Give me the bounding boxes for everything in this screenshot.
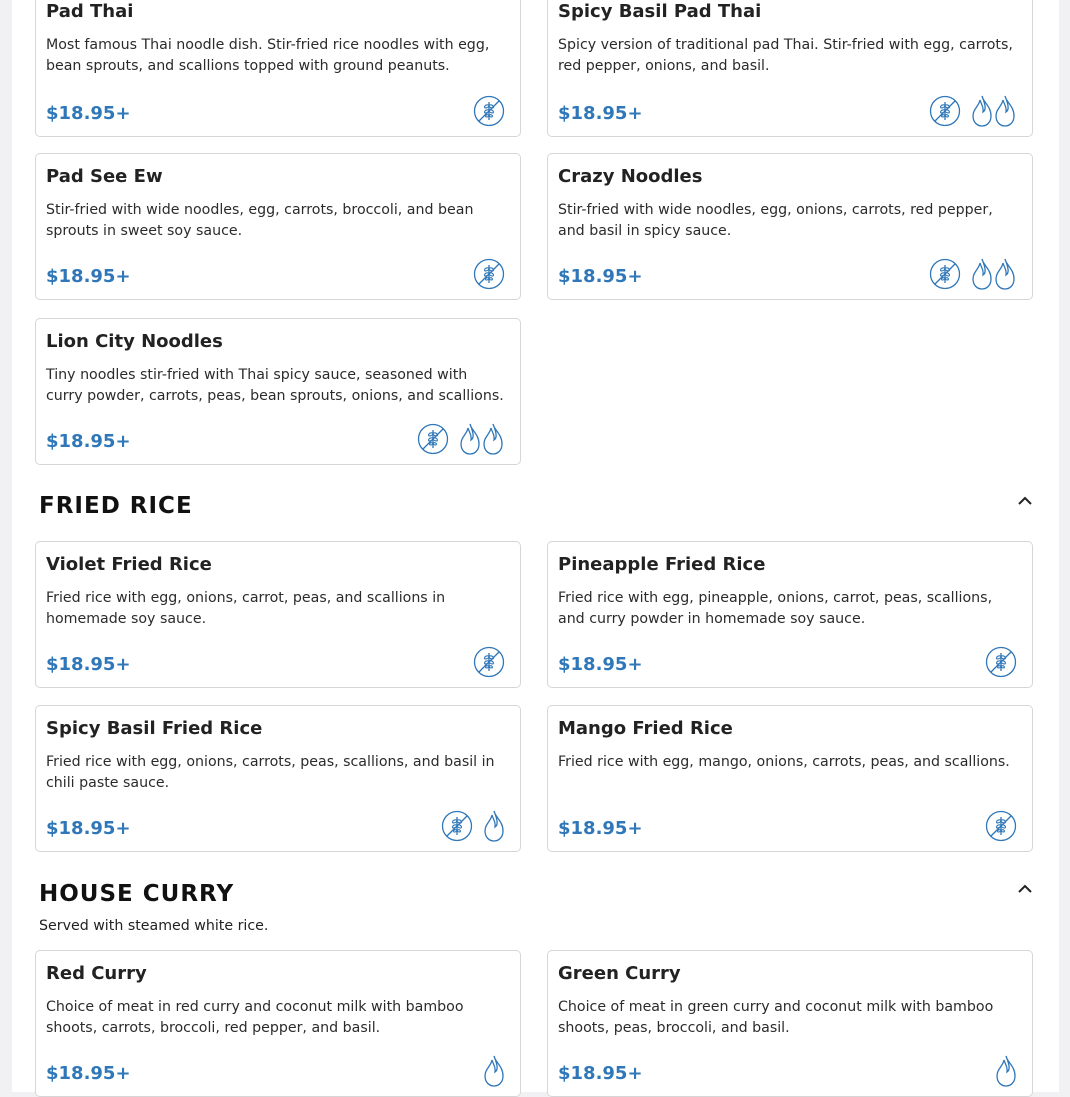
item-name: Violet Fried Rice — [46, 554, 212, 575]
menu-item-card[interactable] — [547, 705, 1033, 852]
item-icons — [417, 422, 505, 456]
item-name: Spicy Basil Pad Thai — [558, 1, 762, 22]
item-icons — [929, 94, 1017, 128]
item-icons — [995, 1054, 1017, 1088]
item-name: Green Curry — [558, 963, 681, 984]
spicy-level-1-icon — [995, 1054, 1017, 1088]
item-name: Mango Fried Rice — [558, 718, 733, 739]
item-description: Fried rice with egg, onions, carrots, peas, scallions, and basil in chili paste sauce. — [46, 754, 495, 791]
item-icons — [473, 645, 505, 679]
item-icons — [929, 257, 1017, 291]
item-name: Pad See Ew — [46, 166, 163, 187]
gluten-free-icon — [441, 810, 473, 842]
gluten-free-icon — [929, 258, 961, 290]
item-icons — [985, 645, 1017, 679]
spicy-level-2-icon — [971, 94, 1017, 128]
gluten-free-icon — [985, 810, 1017, 842]
section-note: Served with steamed white rice. — [39, 918, 269, 934]
item-icons — [473, 257, 505, 291]
item-description: Most famous Thai noodle dish. Stir-fried rice noodles with egg, bean sprouts, and scallions topped with ground peanuts. — [46, 37, 490, 74]
item-price: $18.95+ — [558, 103, 643, 124]
item-name: Pineapple Fried Rice — [558, 554, 766, 575]
item-description: Fried rice with egg, mango, onions, carrots, peas, and scallions. — [558, 754, 1010, 770]
item-description: Choice of meat in green curry and coconut milk with bamboo shoots, peas, broccoli, and basil. — [558, 999, 994, 1036]
menu-item-card[interactable] — [35, 541, 521, 688]
item-icons — [441, 809, 505, 843]
chevron-up-icon[interactable] — [1017, 492, 1033, 508]
item-price: $18.95+ — [46, 818, 131, 839]
menu-item-card[interactable] — [547, 541, 1033, 688]
gluten-free-icon — [473, 258, 505, 290]
section-title-house-curry: HOUSE CURRY — [39, 881, 235, 907]
menu-item-card[interactable] — [35, 153, 521, 300]
item-price: $18.95+ — [558, 654, 643, 675]
item-description: Fried rice with egg, onions, carrot, peas, and scallions in homemade soy sauce. — [46, 590, 446, 627]
item-description: Spicy version of traditional pad Thai. Stir-fried with egg, carrots, red pepper, onions, and basil. — [558, 37, 1013, 74]
menu-item-card[interactable] — [35, 705, 521, 852]
menu-item-card[interactable] — [35, 0, 521, 137]
item-description: Stir-fried with wide noodles, egg, onions, carrots, red pepper, and basil in spicy sauce. — [558, 202, 993, 239]
item-price: $18.95+ — [558, 1063, 643, 1084]
item-price: $18.95+ — [46, 431, 131, 452]
spicy-level-1-icon — [483, 809, 505, 843]
item-description: Fried rice with egg, pineapple, onions, carrot, peas, scallions, and curry powder in homemade soy sauce. — [558, 590, 993, 627]
gluten-free-icon — [985, 646, 1017, 678]
spicy-level-2-icon — [971, 257, 1017, 291]
gluten-free-icon — [417, 423, 449, 455]
item-price: $18.95+ — [558, 266, 643, 287]
gluten-free-icon — [929, 95, 961, 127]
item-description: Choice of meat in red curry and coconut milk with bamboo shoots, carrots, broccoli, red pepper, and basil. — [46, 999, 464, 1036]
item-icons — [483, 1054, 505, 1088]
item-description: Tiny noodles stir-fried with Thai spicy sauce, seasoned with curry powder, carrots, peas, bean sprouts, onions, and scallions. — [46, 367, 504, 404]
item-name: Pad Thai — [46, 1, 134, 22]
item-price: $18.95+ — [46, 1063, 131, 1084]
item-name: Crazy Noodles — [558, 166, 703, 187]
gluten-free-icon — [473, 95, 505, 127]
spicy-level-2-icon — [459, 422, 505, 456]
chevron-up-icon[interactable] — [1017, 880, 1033, 896]
item-price: $18.95+ — [46, 266, 131, 287]
menu-item-card[interactable] — [547, 950, 1033, 1097]
item-name: Red Curry — [46, 963, 147, 984]
spicy-level-1-icon — [483, 1054, 505, 1088]
item-description: Stir-fried with wide noodles, egg, carrots, broccoli, and bean sprouts in sweet soy sauce. — [46, 202, 474, 239]
item-name: Lion City Noodles — [46, 331, 223, 352]
menu-panel — [12, 0, 1059, 1092]
gluten-free-icon — [473, 646, 505, 678]
item-price: $18.95+ — [46, 103, 131, 124]
item-price: $18.95+ — [558, 818, 643, 839]
section-title-fried-rice: FRIED RICE — [39, 493, 193, 519]
menu-item-card[interactable] — [35, 950, 521, 1097]
item-icons — [473, 94, 505, 128]
item-price: $18.95+ — [46, 654, 131, 675]
menu-item-card[interactable] — [35, 318, 521, 465]
menu-item-card[interactable] — [547, 0, 1033, 137]
menu-item-card[interactable] — [547, 153, 1033, 300]
item-name: Spicy Basil Fried Rice — [46, 718, 263, 739]
item-icons — [985, 809, 1017, 843]
